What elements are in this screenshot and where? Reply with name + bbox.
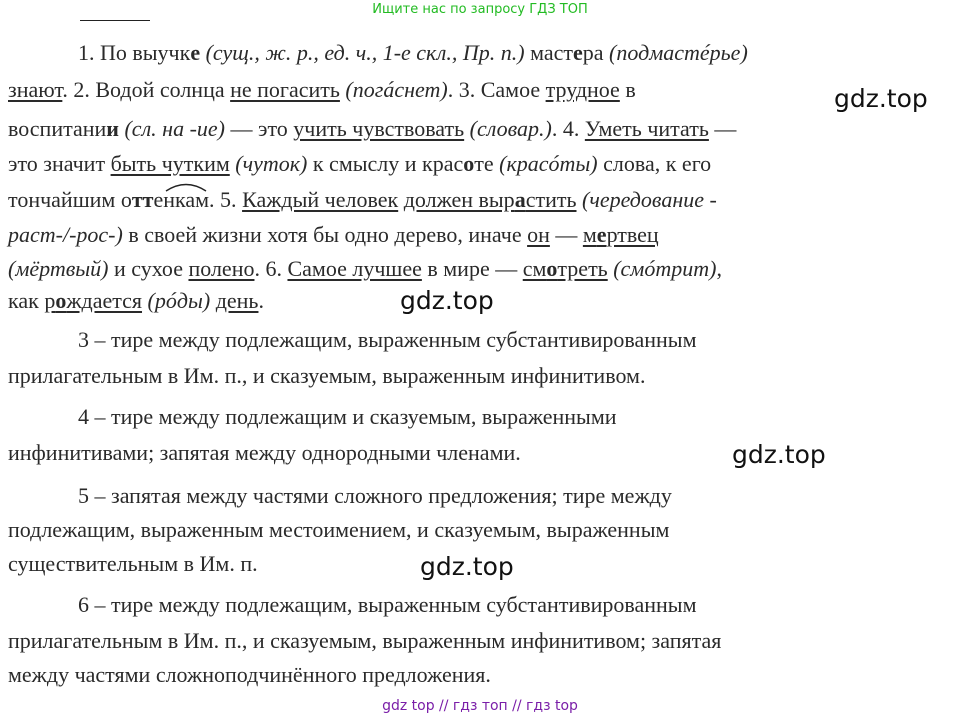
underlined-word: трудное (545, 77, 620, 102)
underlined-word: а (514, 187, 526, 212)
underlined-word: учить чувствовать (293, 116, 465, 141)
annotation: раст-/-рос-) (8, 222, 123, 247)
text-segment: ра (582, 40, 610, 65)
text-segment: — это (225, 116, 294, 141)
text-segment: — (549, 222, 583, 247)
text-segment: как (8, 288, 45, 313)
text-segment: . 3. Самое (447, 77, 546, 102)
underlined-word: Уметь читать (584, 116, 709, 141)
text-segment: слова, к его (597, 151, 712, 176)
underlined-word: Каждый человек (242, 187, 399, 212)
footer-links: gdz top // гдз топ // гдз top (382, 698, 578, 714)
text-segment: инфинитивами; запятая между однородными членами. (8, 440, 521, 465)
text-segment: те (474, 151, 500, 176)
underlined-word: м (582, 222, 597, 247)
watermark: gdz.top (400, 286, 494, 315)
underlined-word: ртвец (606, 222, 659, 247)
underlined-word: должен выр (403, 187, 515, 212)
annotation: (рóды) (147, 288, 211, 313)
text-segment: маст (524, 40, 574, 65)
annotation: (сл. на -ие) (124, 116, 225, 141)
annotation: (мёртвый) (8, 256, 109, 281)
text-segment: в мире — (421, 256, 523, 281)
text-segment: и сухое (108, 256, 189, 281)
text-segment: тт (131, 187, 154, 212)
text-segment: 6 – тире между подлежащим, выраженным субстантивированным (78, 592, 697, 617)
text-segment: . 4. (551, 116, 585, 141)
text-segment: это значит (8, 151, 111, 176)
annotation: (красóты) (499, 151, 598, 176)
underlined-word: знают (8, 77, 63, 102)
underlined-word: не погасить (230, 77, 340, 102)
text-segment: . (258, 288, 264, 313)
text-segment: енкам. 5. (153, 187, 243, 212)
text-segment: . 6. (254, 256, 288, 281)
annotation: (словар.) (469, 116, 552, 141)
underlined-word: ждается (66, 288, 143, 313)
text-segment: е (573, 40, 583, 65)
underlined-word: быть чутким (110, 151, 230, 176)
text-segment: существительным в Им. п. (8, 551, 258, 576)
text-segment: 1. По выучк (78, 40, 191, 65)
annotation: (смóтрит) (613, 256, 717, 281)
search-hint: Ищите нас по запросу ГДЗ ТОП (372, 2, 588, 17)
underlined-word: день (215, 288, 259, 313)
underlined-word: р (44, 288, 56, 313)
underlined-word: е (596, 222, 607, 247)
text-segment: прилагательным в Им. п., и сказуемым, выраженным инфинитивом. (8, 363, 646, 388)
underlined-word: см (522, 256, 547, 281)
text-segment: между частями сложноподчинённого предложения. (8, 662, 491, 687)
text-segment: воспитани (8, 116, 107, 141)
underlined-word: треть (557, 256, 608, 281)
annotation: (чуток) (235, 151, 308, 176)
text-segment: . 2. Водой солнца (62, 77, 231, 102)
text-segment: , (716, 256, 722, 281)
text-segment: к смыслу и крас (307, 151, 464, 176)
text-segment: подлежащим, выраженным местоимением, и сказуемым, выраженным (8, 517, 670, 542)
text-segment: тончайшим о (8, 187, 132, 212)
annotation: (погáснет) (345, 77, 448, 102)
text-segment: 5 – запятая между частями сложного предложения; тире между (78, 483, 672, 508)
text-segment: — (708, 116, 737, 141)
text-segment: в (619, 77, 636, 102)
annotation: (подмастéрье) (609, 40, 748, 65)
underlined-word: стить (525, 187, 577, 212)
text-segment: и (106, 116, 119, 141)
text-segment: 4 – тире между подлежащим и сказуемым, выраженными (78, 404, 617, 429)
text-segment: 3 – тире между подлежащим, выраженным субстантивированным (78, 327, 697, 352)
text-segment: прилагательным в Им. п., и сказуемым, выраженным инфинитивом; запятая (8, 628, 722, 653)
underlined-word: о (55, 288, 67, 313)
text-segment: о (463, 151, 475, 176)
watermark: gdz.top (834, 84, 928, 113)
text-segment: в своей жизни хотя бы одно дерево, иначе (122, 222, 528, 247)
underlined-word: о (546, 256, 558, 281)
annotation: (сущ., ж. р., ед. ч., 1-е скл., Пр. п.) (205, 40, 525, 65)
underlined-word: полено (188, 256, 255, 281)
watermark: gdz.top (732, 440, 826, 469)
watermark: gdz.top (420, 552, 514, 581)
underlined-word: Самое лучшее (287, 256, 422, 281)
underlined-word: он (527, 222, 550, 247)
annotation: (чередование - (582, 187, 717, 212)
text-segment: е (190, 40, 201, 65)
